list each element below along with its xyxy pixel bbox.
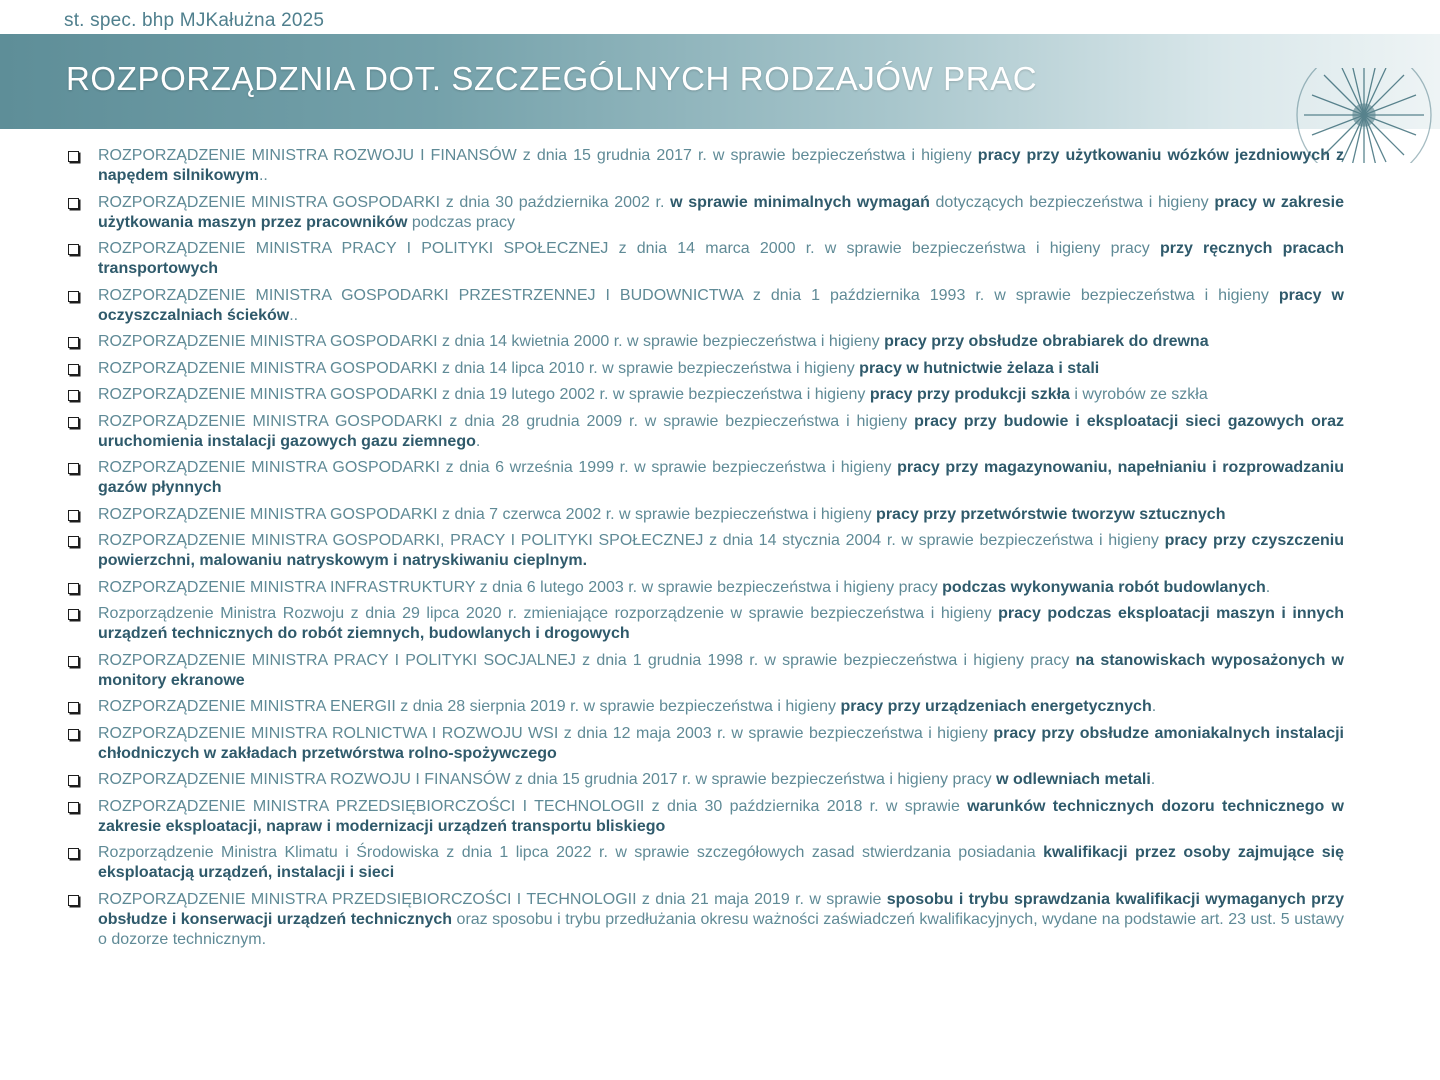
title-banner — [0, 34, 1440, 129]
item-text: ROZPORZĄDZENIE MINISTRA ENERGII z dnia 28 sierpnia 2019 r. w sprawie bezpieczeństwa i higieny pracy przy urządzeniach energetycznych. — [98, 698, 1157, 715]
checkbox-bullet-icon — [68, 417, 79, 428]
checkbox-bullet-icon — [68, 364, 79, 375]
checkbox-bullet-icon — [68, 151, 79, 162]
checkbox-bullet-icon — [68, 390, 79, 401]
checkbox-bullet-icon — [68, 895, 79, 906]
list-item — [68, 385, 1344, 405]
checkbox-bullet-icon — [68, 583, 79, 594]
list-item — [68, 193, 1344, 233]
checkbox-bullet-icon — [68, 609, 79, 620]
item-text: ROZPORZĄDZENIE MINISTRA INFRASTRUKTURY z dnia 6 lutego 2003 r. w sprawie bezpieczeństwa i higieny pracy podczas wykonywania robót budowlanych. — [98, 578, 1271, 596]
item-text: ROZPORZĄDZENIE MINISTRA ROZWOJU I FINANSÓW z dnia 15 grudnia 2017 r. w sprawie bezpieczeństwa i higieny pracy w odlewniach metali. — [98, 771, 1156, 788]
page-title: ROZPORZĄDZNIA DOT. SZCZEGÓLNYCH RODZAJÓW PRAC — [66, 60, 1038, 97]
list-item — [68, 412, 1344, 452]
list-item — [68, 724, 1344, 764]
list-item — [68, 332, 1344, 352]
checkbox-bullet-icon — [68, 510, 79, 521]
list-item — [68, 505, 1344, 525]
checkbox-bullet-icon — [68, 702, 79, 713]
item-text: ROZPORZĄDZENIE MINISTRA PRACY I POLITYKI SOCJALNEJ z dnia 1 grudnia 1998 r. w sprawie bezpieczeństwa i higieny pracy na stanowiskach wyposażonych w monitory ekranowe — [98, 651, 1345, 689]
item-text: ROZPORZĄDZENIE MINISTRA ROZWOJU I FINANSÓW z dnia 15 grudnia 2017 r. w sprawie bezpieczeństwa i higieny pracy przy użytkowaniu wózków jezdniowych z napędem silnikowym.. — [98, 147, 1344, 184]
checkbox-bullet-icon — [68, 729, 79, 740]
item-text: Rozporządzenie Ministra Rozwoju z dnia 29 lipca 2020 r. zmieniające rozporządzenie w sprawie bezpieczeństwa i higieny pracy podczas eksploatacji maszyn i innych urządzeń technicznych do robót ziemnych, budowlanych i drogowych — [98, 605, 1344, 642]
checkbox-bullet-icon — [68, 291, 79, 302]
list-item — [68, 697, 1344, 717]
list-item — [68, 578, 1344, 598]
checkbox-bullet-icon — [68, 244, 79, 255]
checkbox-bullet-icon — [68, 802, 79, 813]
checkbox-bullet-icon — [68, 463, 79, 474]
item-text: ROZPORZĄDZENIE MINISTRA PRZEDSIĘBIORCZOŚCI I TECHNOLOGII z dnia 30 października 2018 r. w sprawie warunków technicznych dozoru technicznego w zakresie eksploatacji, napraw i modernizacji urządzeń transportu bliskiego — [98, 797, 1345, 835]
item-text: ROZPORZĄDZENIE MINISTRA GOSPODARKI, PRACY I POLITYKI SPOŁECZNEJ z dnia 14 stycznia 2004 r. w sprawie bezpieczeństwa i higieny pracy przy czyszczeniu powierzchni, malowaniu natryskowym i natryskiwaniu cieplnym. — [98, 532, 1344, 569]
list-item — [68, 604, 1344, 644]
list-item — [68, 770, 1344, 790]
list-item — [68, 146, 1344, 186]
item-text: Rozporządzenie Ministra Klimatu i Środowiska z dnia 1 lipca 2022 r. w sprawie szczegółowych zasad stwierdzania posiadania kwalifikacji przez osoby zajmujące się eksploatacją urządzeń, instalacji i sieci — [98, 844, 1344, 881]
checkbox-bullet-icon — [68, 536, 79, 547]
list-item — [68, 531, 1344, 571]
checkbox-bullet-icon — [68, 337, 79, 348]
item-text: ROZPORZĄDZENIE MINISTRA ROLNICTWA I ROZWOJU WSI z dnia 12 maja 2003 r. w sprawie bezpieczeństwa i higieny pracy przy obsłudze amoniakalnych instalacji chłodniczych w zakładach przetwórstwa rolno-spożywczego — [98, 724, 1344, 762]
item-text: ROZPORZĄDZENIE MINISTRA GOSPODARKI PRZESTRZENNEJ I BUDOWNICTWA z dnia 1 października 1993 r. w sprawie bezpieczeństwa i higieny pracy w oczyszczalniach ścieków.. — [98, 286, 1344, 324]
list-item — [68, 286, 1344, 326]
list-item — [68, 359, 1344, 379]
item-text: ROZPORZĄDZENIE MINISTRA GOSPODARKI z dnia 28 grudnia 2009 r. w sprawie bezpieczeństwa i higieny pracy przy budowie i eksploatacji sieci gazowych oraz uruchomienia instalacji gazowych gazu ziemnego. — [98, 412, 1344, 450]
item-text: ROZPORZĄDZENIE MINISTRA GOSPODARKI z dnia 14 lipca 2010 r. w sprawie bezpieczeństwa i higieny pracy w hutnictwie żelaza i stali — [98, 359, 1100, 377]
checkbox-bullet-icon — [68, 198, 79, 209]
item-text: ROZPORZĄDZENIE MINISTRA GOSPODARKI z dnia 6 września 1999 r. w sprawie bezpieczeństwa i higieny pracy przy magazynowaniu, napełnianiu i rozprowadzaniu gazów płynnych — [98, 459, 1345, 496]
list-item — [68, 239, 1344, 279]
item-text: ROZPORZĄDZENIE MINISTRA PRACY I POLITYKI SPOŁECZNEJ z dnia 14 marca 2000 r. w sprawie bezpieczeństwa i higieny pracy przy ręcznych pracach transportowych — [98, 240, 1344, 277]
list-item — [68, 843, 1344, 883]
list-item — [68, 651, 1344, 691]
item-text: ROZPORZĄDZENIE MINISTRA GOSPODARKI z dnia 19 lutego 2002 r. w sprawie bezpieczeństwa i higieny pracy przy produkcji szkła i wyrobów ze szkła — [98, 386, 1208, 403]
item-text: ROZPORZĄDZENIE MINISTRA GOSPODARKI z dnia 30 października 2002 r. w sprawie minimalnych wymagań dotyczących bezpieczeństwa i higieny pracy w zakresie użytkowania maszyn przez pracowników podczas pracy — [98, 193, 1345, 231]
header-note: st. spec. bhp MJKałużna 2025 — [64, 10, 325, 31]
item-text: ROZPORZĄDZENIE MINISTRA PRZEDSIĘBIORCZOŚCI I TECHNOLOGII z dnia 21 maja 2019 r. w sprawie sposobu i trybu sprawdzania kwalifikacji wymaganych przy obsłudze i konserwacji urządzeń technicznych oraz sposobu i trybu przedłużania okresu ważności zaświadczeń kwalifikacyjnych, wydane na podstawie art. 23 ust. 5 ustawy o dozorze technicznym. — [98, 890, 1345, 948]
checkbox-bullet-icon — [68, 848, 79, 859]
item-text: ROZPORZĄDZENIE MINISTRA GOSPODARKI z dnia 7 czerwca 2002 r. w sprawie bezpieczeństwa i higieny pracy przy przetwórstwie tworzyw sztucznych — [98, 505, 1226, 523]
list-item — [68, 890, 1344, 950]
list-item — [68, 797, 1344, 837]
regulations-list — [68, 146, 1344, 956]
checkbox-bullet-icon — [68, 656, 79, 667]
checkbox-bullet-icon — [68, 775, 79, 786]
list-item — [68, 458, 1344, 498]
item-text: ROZPORZĄDZENIE MINISTRA GOSPODARKI z dnia 14 kwietnia 2000 r. w sprawie bezpieczeństwa i higieny pracy przy obsłudze obrabiarek do drewna — [98, 333, 1209, 350]
